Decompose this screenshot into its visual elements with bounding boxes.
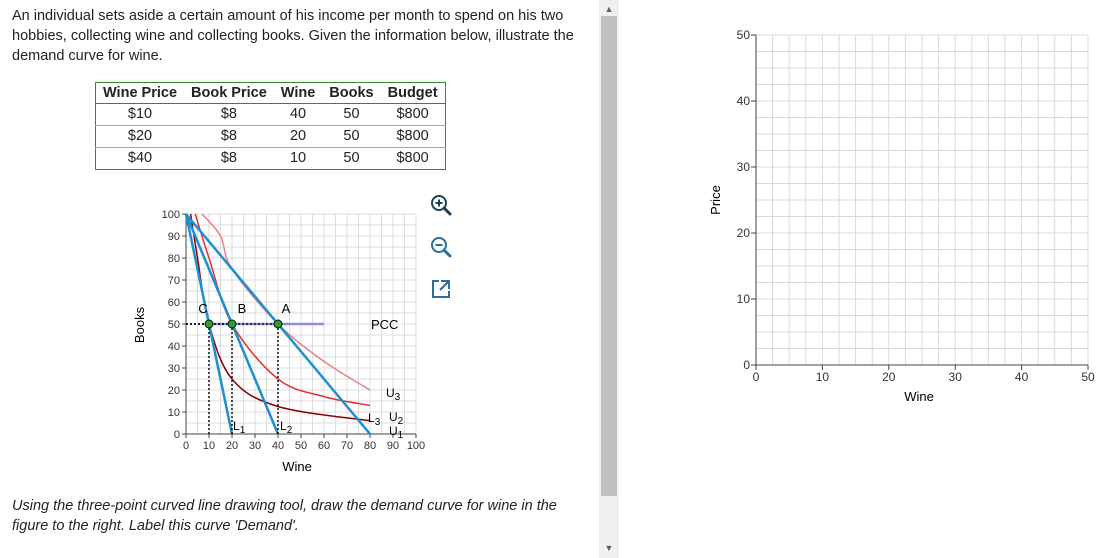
- problem-intro: An individual sets aside a certain amount of his income per month to spend on his two hobbies, collecting wine and collecting books. Given the information below, illustrate the demand curve for wine.: [12, 8, 574, 64]
- table-cell: $800: [381, 104, 445, 126]
- table-cell: $10: [96, 104, 185, 126]
- x-tick-label: 30: [948, 370, 962, 384]
- point-label-b: B: [237, 301, 247, 316]
- y-tick-label: 40: [167, 341, 180, 353]
- table-cell: $8: [220, 150, 237, 166]
- expand-button[interactable]: [428, 276, 454, 302]
- scroll-up-arrow-icon[interactable]: ▲: [604, 4, 614, 14]
- instruction-text: Using the three-point curved line drawing tool, draw the demand curve for wine in the figure to the right. Label this curve 'Demand'.: [12, 498, 557, 534]
- table-cell: 40: [274, 104, 323, 126]
- y-tick-label: 50: [167, 319, 180, 331]
- budget-label-l2: $L_2$: [280, 419, 293, 436]
- graph-marks: [186, 320, 282, 434]
- table-row: [96, 104, 446, 126]
- x-axis-label: Wine: [904, 389, 934, 404]
- col-header: Books: [322, 83, 380, 104]
- table-cell: 50: [322, 126, 380, 148]
- scrollbar-thumb[interactable]: [601, 16, 617, 496]
- x-tick-label: 50: [294, 440, 308, 452]
- y-tick-label: 50: [736, 28, 750, 42]
- y-tick-label: 70: [167, 275, 180, 287]
- x-tick-label: 10: [815, 370, 830, 384]
- y-tick-label: 0: [173, 429, 180, 441]
- budget-label-l1: $L_1$: [233, 419, 246, 436]
- expand-icon: [428, 276, 454, 302]
- table-cell: 10: [289, 150, 307, 166]
- y-tick-label: 100: [161, 209, 180, 221]
- x-tick-label: 40: [1014, 370, 1029, 384]
- table-cell: $800: [381, 126, 445, 148]
- curve-label-u1: $U_1$: [389, 424, 404, 441]
- y-axis-label: Books: [132, 306, 147, 344]
- table-cell: 20: [274, 126, 323, 148]
- y-tick-label: 60: [167, 297, 180, 309]
- scroll-down-arrow-icon[interactable]: ▼: [604, 543, 614, 553]
- table-cell: 50: [343, 150, 360, 166]
- col-header: Book Price: [184, 83, 274, 104]
- x-axis-label: Wine: [282, 459, 312, 474]
- table-row: [96, 148, 446, 170]
- y-tick-label: 10: [167, 407, 180, 419]
- table-cell: $8: [184, 104, 274, 126]
- zoom-in-button[interactable]: [428, 192, 454, 218]
- budget-indifference-graph: [130, 200, 430, 480]
- table-row: [96, 126, 446, 148]
- x-tick-label: 40: [271, 440, 285, 452]
- x-tick-label: 0: [182, 440, 190, 452]
- table-cell: $20: [96, 126, 185, 148]
- y-tick-label: 10: [736, 292, 750, 306]
- y-tick-label: 20: [167, 385, 180, 397]
- zoom-out-icon: [428, 234, 454, 260]
- y-tick-label: 0: [743, 358, 750, 372]
- y-axis-label: Price: [708, 185, 723, 215]
- curve-label-u3: $U_3$: [386, 386, 401, 403]
- point-label-a: A: [281, 301, 291, 316]
- table-header-row: [96, 83, 446, 104]
- point-label-c: C: [198, 301, 208, 316]
- x-tick-label: 20: [882, 370, 896, 384]
- pcc-label: PCC: [371, 317, 399, 332]
- point-a: [274, 320, 282, 328]
- y-tick-label: 40: [736, 94, 750, 108]
- y-tick-label: 80: [167, 253, 180, 265]
- graph-grid: [756, 35, 1088, 365]
- table-cell: 50: [322, 104, 380, 126]
- y-tick-label: 90: [167, 231, 180, 243]
- x-tick-label: 20: [225, 440, 239, 452]
- col-header: Budget: [381, 83, 445, 104]
- x-tick-label: 10: [202, 440, 216, 452]
- point-c: [205, 320, 213, 328]
- col-header: Wine: [274, 83, 323, 104]
- x-tick-label: 50: [1081, 370, 1095, 384]
- table-cell: $40: [127, 150, 153, 166]
- x-tick-label: 100: [406, 440, 426, 452]
- point-b: [228, 320, 236, 328]
- demand-drawing-graph[interactable]: [695, 20, 1101, 410]
- x-tick-label: 30: [248, 440, 262, 452]
- table-cell: $800: [396, 150, 429, 166]
- y-tick-label: 20: [736, 226, 750, 240]
- curve-label-u2: $U_2$: [389, 410, 404, 427]
- x-tick-label: 70: [340, 440, 354, 452]
- col-header: Wine Price: [96, 83, 185, 104]
- x-tick-label: 0: [752, 370, 760, 384]
- x-tick-label: 90: [386, 440, 400, 452]
- y-tick-label: 30: [736, 160, 750, 174]
- graph-ticks: [737, 28, 1095, 384]
- zoom-in-icon: [428, 192, 454, 218]
- zoom-out-button[interactable]: [428, 234, 454, 260]
- y-tick-label: 30: [167, 363, 180, 375]
- table-cell: $8: [184, 126, 274, 148]
- x-tick-label: 60: [317, 440, 331, 452]
- info-table: [95, 82, 446, 170]
- x-tick-label: 80: [363, 440, 377, 452]
- budget-label-l3: $L_3$: [368, 411, 381, 428]
